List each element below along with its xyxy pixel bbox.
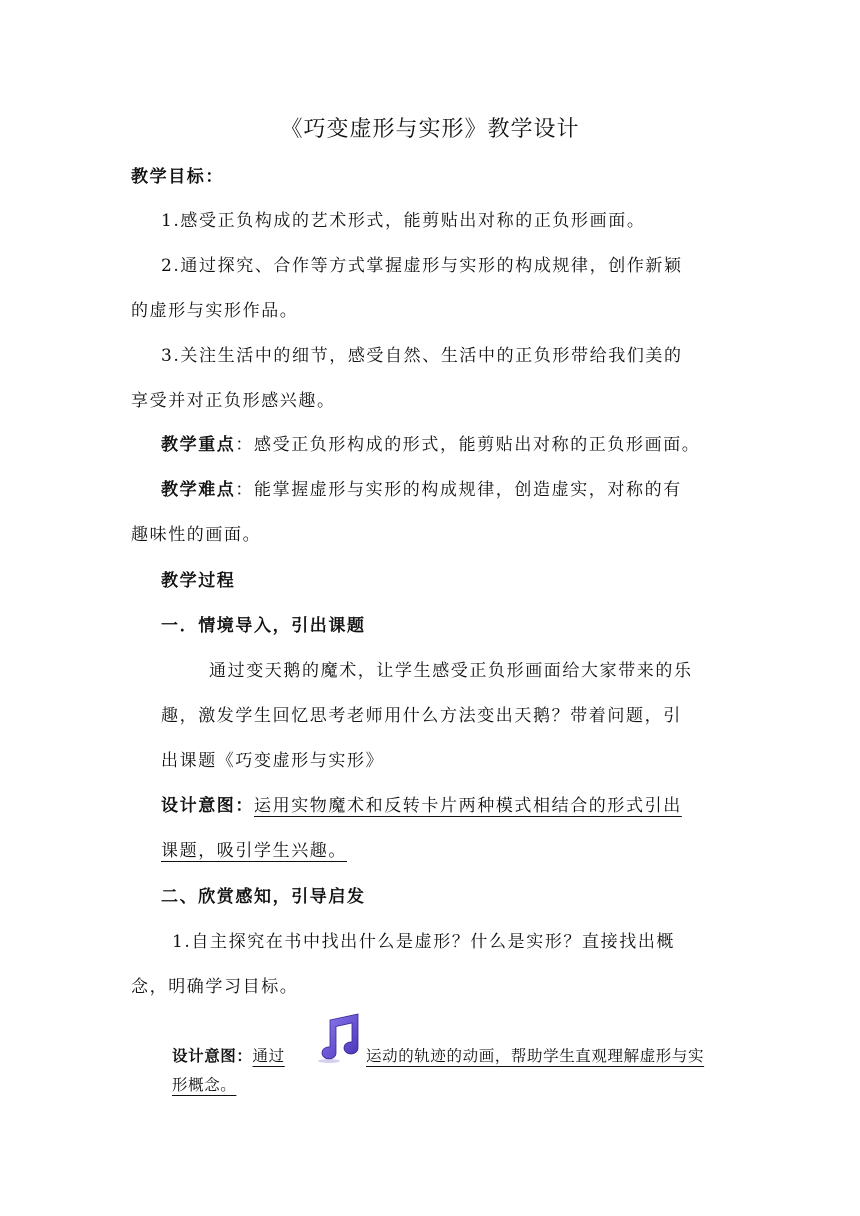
design-intent-1-text: 运用实物魔术和反转卡片两种模式相结合的形式引出 [254,796,682,816]
design-intent-2-label: 设计意图： [172,1046,253,1065]
key-point [161,430,700,455]
key-point-text: ：感受正负形构成的形式，能剪贴出对称的正负形画面。 [235,435,701,455]
design-intent-label: 设计意图： [161,796,254,816]
difficulty-line-2: 趣味性的画面。 [131,525,262,545]
design-intent-1-line-2: 课题，吸引学生兴趣。 [161,841,347,861]
section-1-para-line-1: 通过变天鹅的魔术，让学生感受正负形画面给大家带来的乐 [209,661,693,681]
objective-3-line-1: 3.关注生活中的细节，感受自然、生活中的正负形带给我们美的 [161,346,683,366]
difficulty-text: ：能掌握虚形与实形的构成规律，创造虚实，对称的有 [235,480,682,500]
process-heading: 教学过程 [161,571,236,591]
section-1-para-line-2: 趣，激发学生回忆思考老师用什么方法变出天鹅？带着问题，引 [161,706,682,726]
objective-2-line-2: 的虚形与实形作品。 [131,301,299,321]
design-intent-2-prefix: 通过 [252,1047,285,1065]
section-1-para-line-3: 出课题《巧变虚形与实形》 [161,751,385,771]
section-1-heading: 一．情境导入，引出课题 [161,616,366,636]
document-title: 《巧变虚形与实形》教学设计 [280,117,580,142]
key-point-label: 教学重点 [161,435,236,455]
section-2-item-1-line-2: 念，明确学习目标。 [131,977,299,997]
section-2-item-1-line-1: 1.自主探究在书中找出什么是虚形？什么是实形？直接找出概 [172,932,676,952]
objective-2-line-1: 2.通过探究、合作等方式掌握虚形与实形的构成规律，创作新颖 [161,256,683,276]
music-note-icon [316,1012,362,1064]
objective-1: 1.感受正负构成的艺术形式，能剪贴出对称的正负形画面。 [161,211,646,231]
difficulty-label: 教学难点 [161,480,236,500]
objectives-heading: 教学目标： [131,167,224,187]
design-intent-1-line-1 [161,791,682,816]
difficulty-line-1 [161,475,682,500]
design-intent-2-line-2: 形概念。 [172,1076,237,1094]
design-intent-2-line-1-start [172,1044,285,1066]
objective-3-line-2: 享受并对正负形感兴趣。 [131,391,336,411]
design-intent-2-after-icon: 运动的轨迹的动画，帮助学生直观理解虚形与实 [366,1047,705,1065]
section-2-heading: 二、欣赏感知，引导启发 [161,887,366,907]
